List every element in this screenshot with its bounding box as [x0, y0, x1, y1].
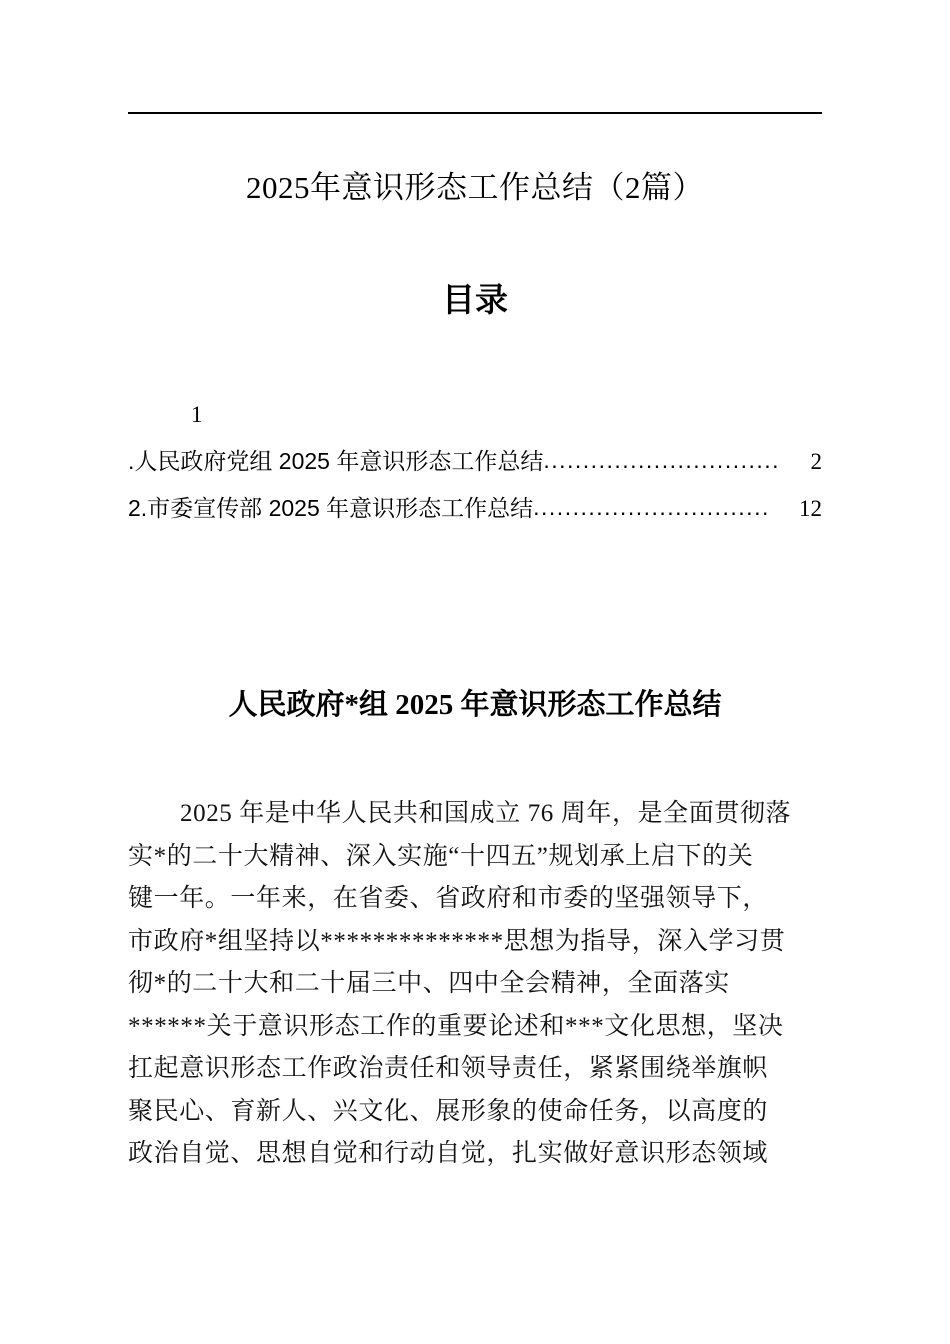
body-paragraph	[128, 793, 828, 1176]
toc-entry-1-page-number: 2	[810, 449, 822, 474]
body-line: 聚民心、育新人、兴文化、展形象的使命任务，以高度的	[128, 1097, 769, 1125]
toc-entry-2-page-number: 12	[799, 496, 822, 521]
document-title: 2025年意识形态工作总结（2篇）	[246, 170, 704, 205]
body-line: 彻*的二十大和二十届三中、四中全会精神，全面落实	[128, 970, 730, 997]
body-line: 键一年。一年来，在省委、省政府和市委的坚强领导下，	[128, 885, 769, 912]
table-of-contents	[128, 392, 828, 532]
body-line: 实*的二十大精神、深入实施“十四五”规划承上启下的关	[128, 842, 754, 870]
toc-entry-1-label: .人民政府党组 2025 年意识形态工作总结	[128, 448, 544, 474]
toc-orphan-number: 1	[191, 402, 203, 427]
body-line: 扛起意识形态工作政治责任和领导责任，紧紧围绕举旗帜	[128, 1055, 769, 1082]
body-line: ******关于意识形态工作的重要论述和***文化思想，坚决	[128, 1012, 784, 1040]
body-line: 政治自觉、思想自觉和行动自觉，扎实做好意识形态领域	[128, 1140, 769, 1167]
section-heading: 人民政府*组 2025 年意识形态工作总结	[228, 689, 722, 721]
toc-entry-2-dot-leader: ..............................	[533, 494, 770, 520]
table-of-contents-heading: 目录	[442, 281, 508, 318]
body-line: 2025 年是中华人民共和国成立 76 周年，是全面贯彻落	[180, 800, 792, 827]
toc-entry-1[interactable]	[128, 438, 822, 485]
toc-entry-2[interactable]	[128, 485, 822, 532]
header-divider-rule	[128, 112, 822, 114]
toc-entry-1-dot-leader: ..............................	[543, 447, 781, 473]
toc-entry-2-label: 2.市委宣传部 2025 年意识形态工作总结	[128, 495, 534, 521]
body-line: 市政府*组坚持以**************思想为指导，深入学习贯	[128, 927, 786, 955]
